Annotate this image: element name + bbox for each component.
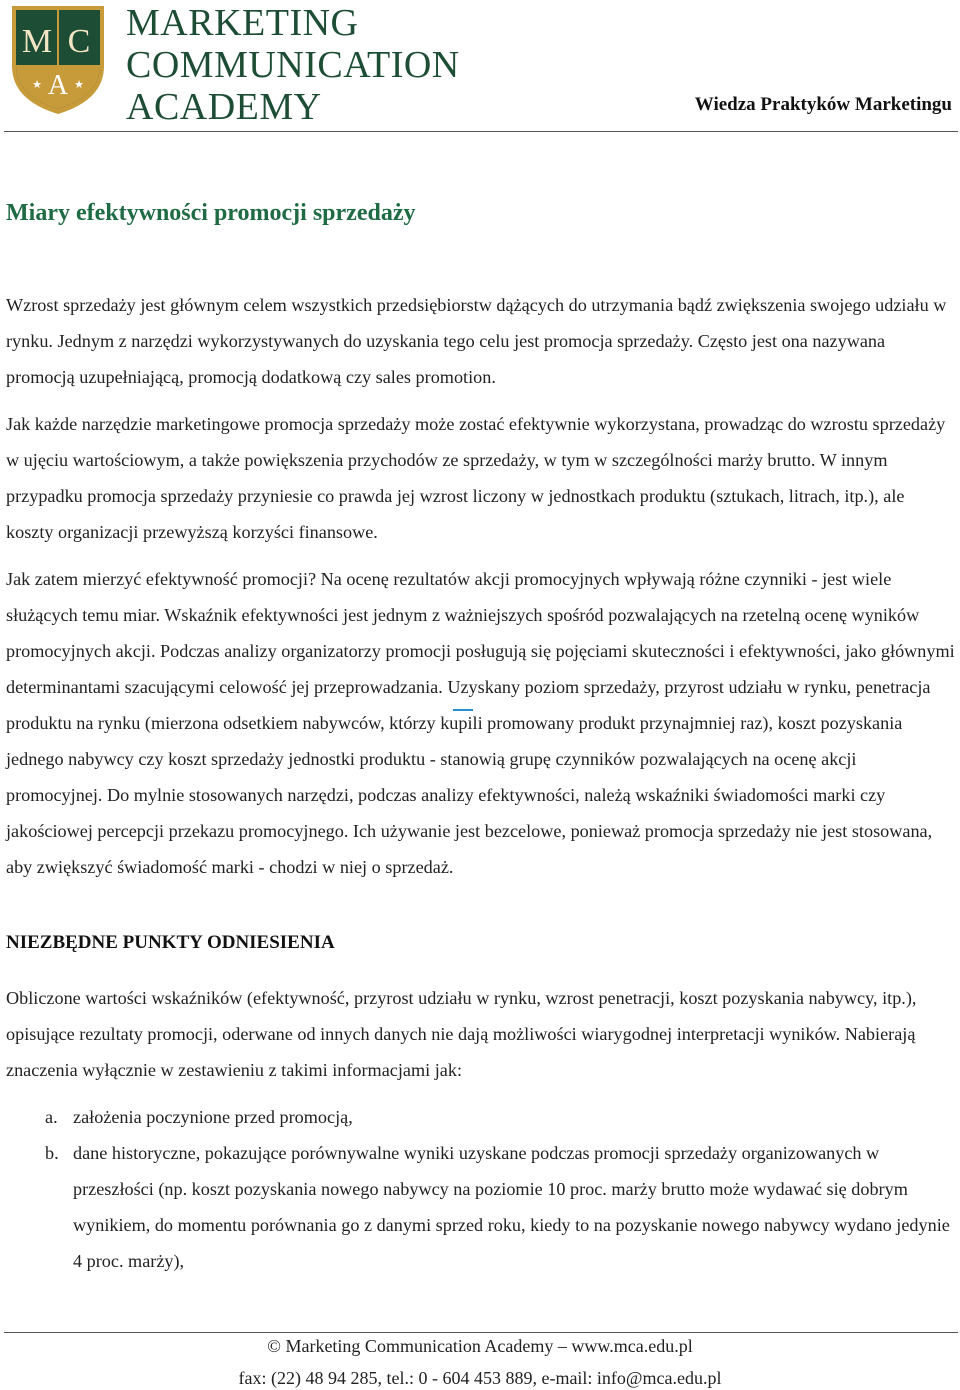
list-item: [0, 1135, 956, 1279]
footer-copyright: © Marketing Communication Academy – www.mca.edu.pl: [267, 1336, 693, 1356]
text-cursor-marker: [453, 709, 473, 711]
footer-contact: fax: (22) 48 94 285, tel.: 0 - 604 453 889, e-mail: info@mca.edu.pl: [238, 1368, 722, 1388]
paragraph-measurement: Jak zatem mierzyć efektywność promocji? Na ocenę rezultatów akcji promocyjnych wpływają różne czynniki - jest wiele służących temu miar. Wskaźnik efektywności jest jednym z ważniejszych spośród pozwalających na rzetelną ocenę wyników promocyjnych akcji. Podczas analizy organizatorzy promocji posługują się pojęciami skuteczności i efektywności, jako głównymi determinantami szacującymi celowość jej przeprowadzania. Uzyskany poziom sprzedaży, przyrost udziału w rynku, penetracja produktu na rynku (mierzona odsetkiem nabywców, którzy kupili promowany produkt przynajmniej raz), koszt pozyskania jednego nabywcy czy koszt sprzedaży jednostki produktu - stanowią grupę czynników pozwalających na ocenę akcji promocyjnej. Do mylnie stosowanych narzędzi, podczas analizy efektywności, należą wskaźniki świadomości marki czy jakościowej percepcji przekazu promocyjnego. Ich używanie jest bezcelowe, ponieważ promocja sprzedaży nie jest stosowana, aby zwiększyć świadomość marki - chodzi w niej o sprzedaż.: [6, 569, 955, 877]
star-left-icon: ★: [32, 79, 42, 91]
paragraph-reference-points: Obliczone wartości wskaźników (efektywność, przyrost udziału w rynku, wzrost penetracji, koszt pozyskania nabywcy, itp.), opisujące rezultaty promocji, oderwane od innych danych nie dają możliwości wiarygodnej interpretacji wyników. Nabierają znaczenia wyłącznie w zestawieniu z takimi informacjami jak:: [6, 988, 917, 1080]
page-header: [0, 0, 960, 134]
list-marker: b.: [45, 1143, 59, 1163]
paragraph-effectiveness: Jak każde narzędzie marketingowe promocja sprzedaży może zostać efektywnie wykorzystana, prowadząc do wzrostu sprzedaży w ujęciu wartościowym, a także powiększenia przychodów ze sprzedaży, w tym w szczególności marży brutto. W innym przypadku promocja sprzedaży przyniesie co prawda jej wzrost liczony w jednostkach produktu (sztukach, litrach, itp.), ale koszty organizacji przewyższą korzyści finansowe.: [6, 414, 946, 542]
star-right-icon: ★: [74, 79, 84, 91]
reference-list: [0, 1099, 956, 1279]
logo-letter-a: A: [47, 70, 69, 101]
academy-wordmark: [126, 2, 460, 128]
section-heading: NIEZBĘDNE PUNKTY ODNIESIENIA: [6, 932, 335, 953]
wordmark-line-3: ACADEMY: [126, 86, 322, 128]
logo-letter-c: C: [67, 23, 91, 60]
header-divider: [4, 131, 958, 132]
list-item-text: założenia poczynione przed promocją,: [73, 1107, 353, 1127]
wordmark-line-1: MARKETING: [126, 2, 359, 44]
academy-shield-logo: [10, 4, 106, 116]
logo-letter-m: M: [21, 23, 53, 60]
wordmark-line-2: COMMUNICATION: [126, 44, 460, 86]
header-tagline: Wiedza Praktyków Marketingu: [694, 94, 952, 115]
list-marker: a.: [45, 1107, 58, 1127]
article-title: Miary efektywności promocji sprzedaży: [6, 200, 416, 226]
list-item-text: dane historyczne, pokazujące porównywalne wyniki uzyskane podczas promocji sprzedaży organizowanych w przeszłości (np. koszt pozyskania nowego nabywcy na poziomie 10 proc. marży brutto może wydawać się dobrym wynikiem, do momentu porównania go z danymi sprzed roku, kiedy to na pozyskanie nowego nabywcy wydano jedynie 4 proc. marży),: [73, 1143, 950, 1271]
footer-divider: [4, 1332, 958, 1333]
paragraph-intro: Wzrost sprzedaży jest głównym celem wszystkich przedsiębiorstw dążących do utrzymania bądź zwiększenia swojego udziału w rynku. Jednym z narzędzi wykorzystywanych do uzyskania tego celu jest promocja sprzedaży. Często jest ona nazywana promocją uzupełniającą, promocją dodatkową czy sales promotion.: [6, 295, 947, 387]
list-item: [0, 1099, 956, 1135]
